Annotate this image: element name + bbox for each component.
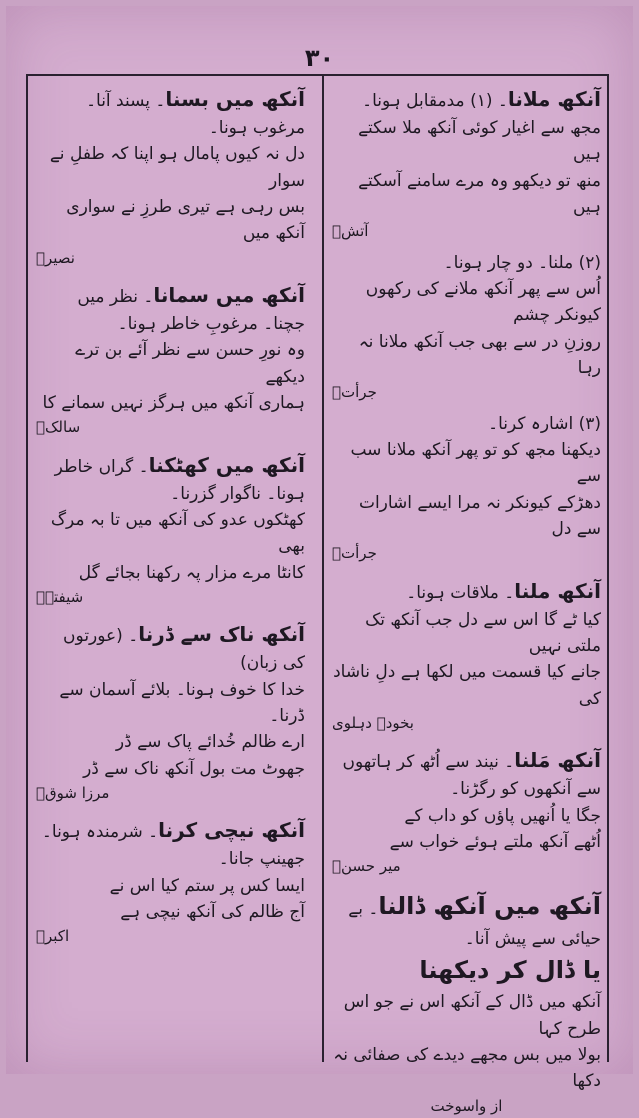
entry-headword: آنکھ میں آنکھ ڈالنا: [378, 892, 601, 921]
right-column: [332, 84, 601, 1115]
entry-aankh-milana: [332, 84, 601, 566]
verse-line: دھڑکے کیونکر نہ مرا ایسے اشارات سے دل: [358, 492, 601, 539]
entry-aankh-mein-basna: [36, 84, 305, 270]
poet-name: اکبرؔ: [36, 927, 70, 946]
verse-line: بس رہی ہے تیری طرزِ نے سواری آنکھ میں: [66, 197, 305, 244]
verse-line: ہماری آنکھ میں ہرگز نہیں سمانے کا: [42, 393, 305, 413]
entry-headword: آنکھ مَلنا: [514, 748, 601, 773]
poet-name: آتشؔ: [332, 222, 369, 241]
entry-aankh-malna: [332, 745, 601, 878]
column-divider: [322, 74, 324, 1062]
entry-headword: آنکھ ناک سے ڈرنا: [138, 622, 305, 647]
top-rule: [26, 74, 609, 76]
poet-name: میر حسنؔ: [332, 857, 401, 876]
verse-line: بولا میں بس مجھے دیدے کی صفائی نہ دکھا: [333, 1044, 601, 1092]
left-column: [36, 84, 305, 1054]
verse-line: وہ نورِ حسن سے نظر آئے بن ترے دیکھے: [75, 340, 305, 387]
entry-aankh-mein-samana: [36, 280, 305, 440]
poet-name: بخودؔ دہلوی: [332, 713, 414, 732]
verse-line: ایسا کس پر ستم کیا اس نے: [109, 875, 305, 896]
entry-aankh-mein-aankh-dalna: [332, 888, 601, 1117]
verse-line: کانٹا مرے مزار پہ رکھنا بجائے گل: [78, 562, 305, 583]
entry-headword: آنکھ میں کھٹکنا: [148, 452, 305, 477]
entry-sense: (۳) اشارہ کرنا۔: [488, 413, 601, 434]
entry-definition: خدا کا خوف ہونا۔ بلائے آسمان سے ڈرنا۔: [59, 679, 305, 726]
poet-name: نصیرؔ: [36, 248, 75, 267]
verse-line: آنکھ میں ڈال کے آنکھ اس نے جو اس طرح کہا: [343, 992, 601, 1039]
poet-name: جرأتؔ: [332, 544, 377, 563]
verse-line: منھ تو دیکھو وہ مرے سامنے آسکتے ہیں: [358, 170, 601, 218]
verse-line: دل نہ کیوں پامال ہو اپنا کہ طفلِ نے سوار: [49, 144, 305, 191]
entry-headword: آنکھ میں سمانا: [153, 282, 305, 307]
verse-line: مجھ سے اغیار کوئی آنکھ ملا سکتے ہیں: [358, 118, 601, 165]
verse-line: کیا ٹے گا اس سے دل جب آنکھ تک ملتی نہیں: [365, 609, 601, 656]
entry-definition: ۔ نظر میں جچنا۔ مرغوبِ خاطر ہونا۔: [77, 286, 305, 334]
poet-name: از واسوخت: [430, 1096, 503, 1115]
verse-line: آج ظالم کی آنکھ نیچی ہے: [120, 901, 305, 922]
entry-headword: آنکھ میں بسنا: [165, 87, 305, 111]
verse-line: دیکھنا مجھ کو تو پھر آنکھ ملانا سب سے: [350, 439, 601, 487]
verse-line: ارے ظالم خُدائے پاک سے ڈر: [115, 732, 305, 753]
entry-definition: ۔ شرمندہ ہونا۔ جھینپ جانا۔: [41, 822, 305, 870]
right-border-rule: [607, 74, 609, 1062]
left-border-rule: [26, 74, 28, 1062]
entry-aankh-mein-khatakna: [36, 450, 305, 610]
poet-name: مرزا شوقؔ: [36, 783, 110, 802]
verse-line: جانے کیا قسمت میں لکھا ہے دلِ ناشاد کی: [333, 662, 601, 709]
entry-usage-note: ۔ (عورتوں کی زبان): [63, 626, 305, 674]
page-sheet: [6, 6, 633, 1115]
entry-definition: ۔ پسند آنا۔ مرغوب ہونا۔: [86, 91, 305, 138]
entry-aankh-milna: [332, 576, 601, 736]
poet-name: شیفتہؔ: [36, 587, 84, 606]
verse-line: اُٹھے آنکھ ملتے ہوئے خواب سے: [389, 831, 601, 852]
verse-line: روزنِ در سے بھی جب آنکھ ملانا نہ رہا: [358, 331, 601, 378]
entry-headword: آنکھ ملانا: [507, 87, 601, 111]
entry-alternate-headword: یا ڈال کر دیکھنا: [419, 956, 601, 984]
entry-headword: آنکھ نیچی کرنا: [158, 818, 305, 843]
verse-line: جگا یا اُنھیں پاؤں کو داب کے: [404, 805, 601, 826]
entry-aankh-neechi-karna: [36, 815, 305, 948]
verse-line: کھٹکوں عدو کی آنکھ میں تا بہ مرگ بھی: [50, 509, 305, 557]
entry-sense: ۔ (۱) مدمقابل ہونا۔: [362, 91, 508, 111]
poet-name: جرأتؔ: [332, 383, 377, 402]
entry-definition: ۔ بے حیائی سے پیش آنا۔: [348, 899, 601, 949]
verse-line: اُس سے پھر آنکھ ملانے کی رکھوں کیونکر چشم: [365, 278, 601, 326]
verse-line: جھوٹ مت بول آنکھ ناک سے ڈر: [83, 758, 305, 779]
entry-definition: ۔ نیند سے اُٹھ کر ہاتھوں سے آنکھوں کو رگڑنا۔: [342, 752, 601, 800]
entry-definition: ۔ ملاقات ہونا۔: [406, 582, 515, 603]
page-number: ۳۰: [304, 44, 335, 72]
poet-name: سالکؔ: [36, 418, 81, 437]
entry-aankh-naak-se-darna: [36, 619, 305, 805]
entry-definition: ۔ گراں خاطر ہونا۔ ناگوار گزرنا۔: [54, 456, 305, 504]
entry-headword: آنکھ ملنا: [514, 578, 601, 603]
entry-sense: (۲) ملنا۔ دو چار ہونا۔: [443, 252, 601, 273]
